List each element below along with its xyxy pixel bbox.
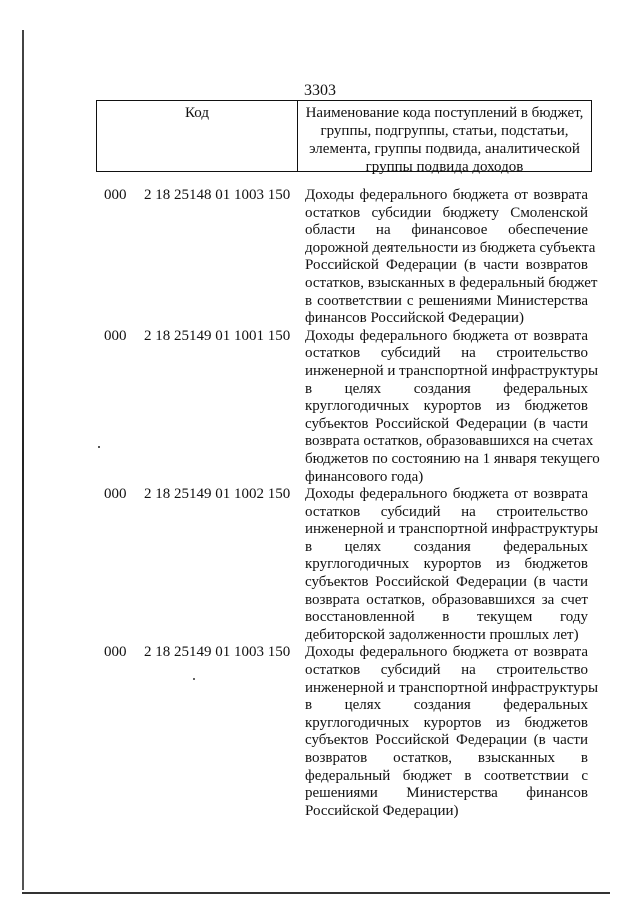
description-line: остатков субсидий на строительство [305, 345, 588, 362]
description-line: восстановленной в текущем году [305, 609, 588, 626]
header-code-cell: Код [97, 101, 298, 171]
description-line: круглогодичных курортов из бюджетов [305, 556, 588, 573]
description-line: Доходы федерального бюджета от возврата [305, 327, 588, 344]
description-line: возврата остатков, образовавшихся на счетах [305, 433, 594, 450]
description-line: Доходы федерального бюджета от возврата [305, 486, 588, 503]
header-name-cell [298, 101, 591, 175]
description-line: Российской Федерации) [305, 802, 459, 819]
description-line: инженерной и транспортной инфраструктуры [305, 362, 599, 379]
admin-code: 000 [104, 644, 127, 661]
description-line: области на финансовое обеспечение [305, 222, 588, 239]
income-code: 2 18 25149 01 1002 150 [144, 486, 291, 503]
description-line: субъектов Российской Федерации (в части [305, 732, 588, 749]
entries-list [0, 187, 640, 820]
description-line: решениями Министерства финансов [305, 785, 588, 802]
description-line: в целях создания федеральных [305, 697, 588, 714]
description-line: бюджетов по состоянию на 1 января текущего [305, 450, 600, 467]
description-line: остатков субсидий на строительство [305, 662, 588, 679]
header-name-line: группы подвида доходов [365, 159, 524, 175]
income-description [305, 486, 599, 644]
table-row [0, 486, 640, 644]
description-line: остатков, взысканных в федеральный бюджет [305, 274, 598, 291]
income-code: 2 18 25149 01 1003 150 [144, 644, 291, 661]
admin-code: 000 [104, 327, 127, 344]
description-line: остатков субсидии бюджету Смоленской [305, 204, 588, 221]
description-line: возврата остатков, образовавшихся за счет [305, 591, 588, 608]
description-line: в соответствии с решениями Министерства [305, 292, 588, 309]
description-line: круглогодичных курортов из бюджетов [305, 398, 588, 415]
description-line: в целях создания федеральных [305, 380, 588, 397]
description-line: Российской Федерации (в части возвратов [305, 257, 588, 274]
table-header [96, 100, 592, 175]
income-description [305, 644, 599, 820]
description-line: федеральный бюджет в соответствии с [305, 767, 588, 784]
description-line: дебиторской задолженности прошлых лет) [305, 626, 579, 643]
income-description [305, 187, 598, 328]
header-name-line: элемента, группы подвида, аналитической [309, 141, 580, 157]
table-row [0, 644, 640, 820]
income-code: 2 18 25148 01 1003 150 [144, 187, 291, 203]
table-row [0, 187, 640, 328]
table-row [0, 328, 640, 486]
income-code: 2 18 25149 01 1001 150 [144, 327, 291, 344]
description-line: в целях создания федеральных [305, 538, 588, 555]
scan-border-bottom [22, 892, 610, 894]
header-name-line: группы, подгруппы, статьи, подстатьи, [320, 123, 569, 139]
income-description [305, 327, 600, 486]
description-line: дорожной деятельности из бюджета субъекта [305, 239, 596, 256]
description-line: круглогодичных курортов из бюджетов [305, 714, 588, 731]
description-line: финансов Российской Федерации) [305, 310, 524, 327]
description-line: возвратов остатков, взысканных в [305, 750, 588, 766]
admin-code: 000 [104, 486, 127, 503]
description-line: инженерной и транспортной инфраструктуры [305, 521, 599, 538]
description-line: Доходы федерального бюджета от возврата [305, 644, 588, 661]
description-line: субъектов Российской Федерации (в части [305, 415, 588, 432]
description-line: Доходы федерального бюджета от возврата [305, 187, 588, 203]
admin-code: 000 [104, 187, 127, 203]
description-line: инженерной и транспортной инфраструктуры [305, 679, 599, 696]
header-name-line: Наименование кода поступлений в бюджет, [305, 105, 584, 121]
page-number: 3303 [304, 82, 336, 99]
description-line: остатков субсидий на строительство [305, 503, 588, 520]
description-line: финансового года) [305, 468, 424, 485]
description-line: субъектов Российской Федерации (в части [305, 574, 588, 591]
